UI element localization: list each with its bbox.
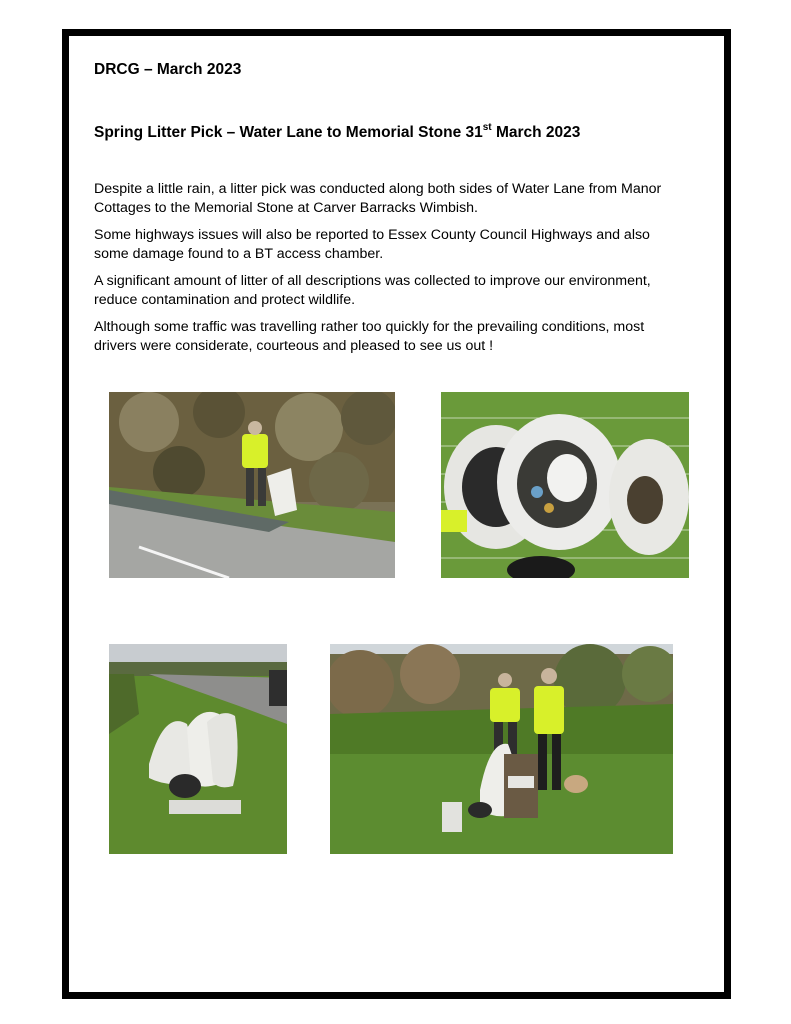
paragraph-litter	[94, 272, 651, 309]
title-ordinal-suffix: st	[482, 122, 492, 133]
article-title	[94, 123, 580, 142]
photo-litter-bags	[441, 392, 689, 578]
document-header: DRCG – March 2023	[94, 61, 242, 78]
photo-sacks-verge	[109, 644, 287, 854]
title-main: Spring Litter Pick – Water Lane to Memorial Stone 31	[94, 124, 483, 142]
paragraph-line: some damage found to a BT access chamber.	[94, 245, 384, 262]
title-end: March 2023	[491, 124, 581, 142]
photo-volunteer-hedge	[109, 392, 395, 578]
paragraph-highways	[94, 226, 650, 263]
paragraph-traffic	[94, 318, 644, 355]
paragraph-line: reduce contamination and protect wildlife.	[94, 291, 356, 308]
paragraph-line: drivers were considerate, courteous and pleased to see us out !	[94, 337, 494, 354]
paragraph-intro	[94, 180, 661, 217]
paragraph-line: Although some traffic was travelling rather too quickly for the prevailing conditions, most	[94, 319, 645, 335]
paragraph-line: Cottages to the Memorial Stone at Carver Barracks Wimbish.	[94, 199, 478, 216]
paragraph-line: A significant amount of litter of all descriptions was collected to improve our environment,	[94, 273, 651, 289]
paragraph-line: Some highways issues will also be reported to Essex County Council Highways and also	[94, 227, 650, 243]
paragraph-line: Despite a little rain, a litter pick was conducted along both sides of Water Lane from Manor	[94, 181, 662, 197]
photo-volunteers-group	[330, 644, 673, 854]
